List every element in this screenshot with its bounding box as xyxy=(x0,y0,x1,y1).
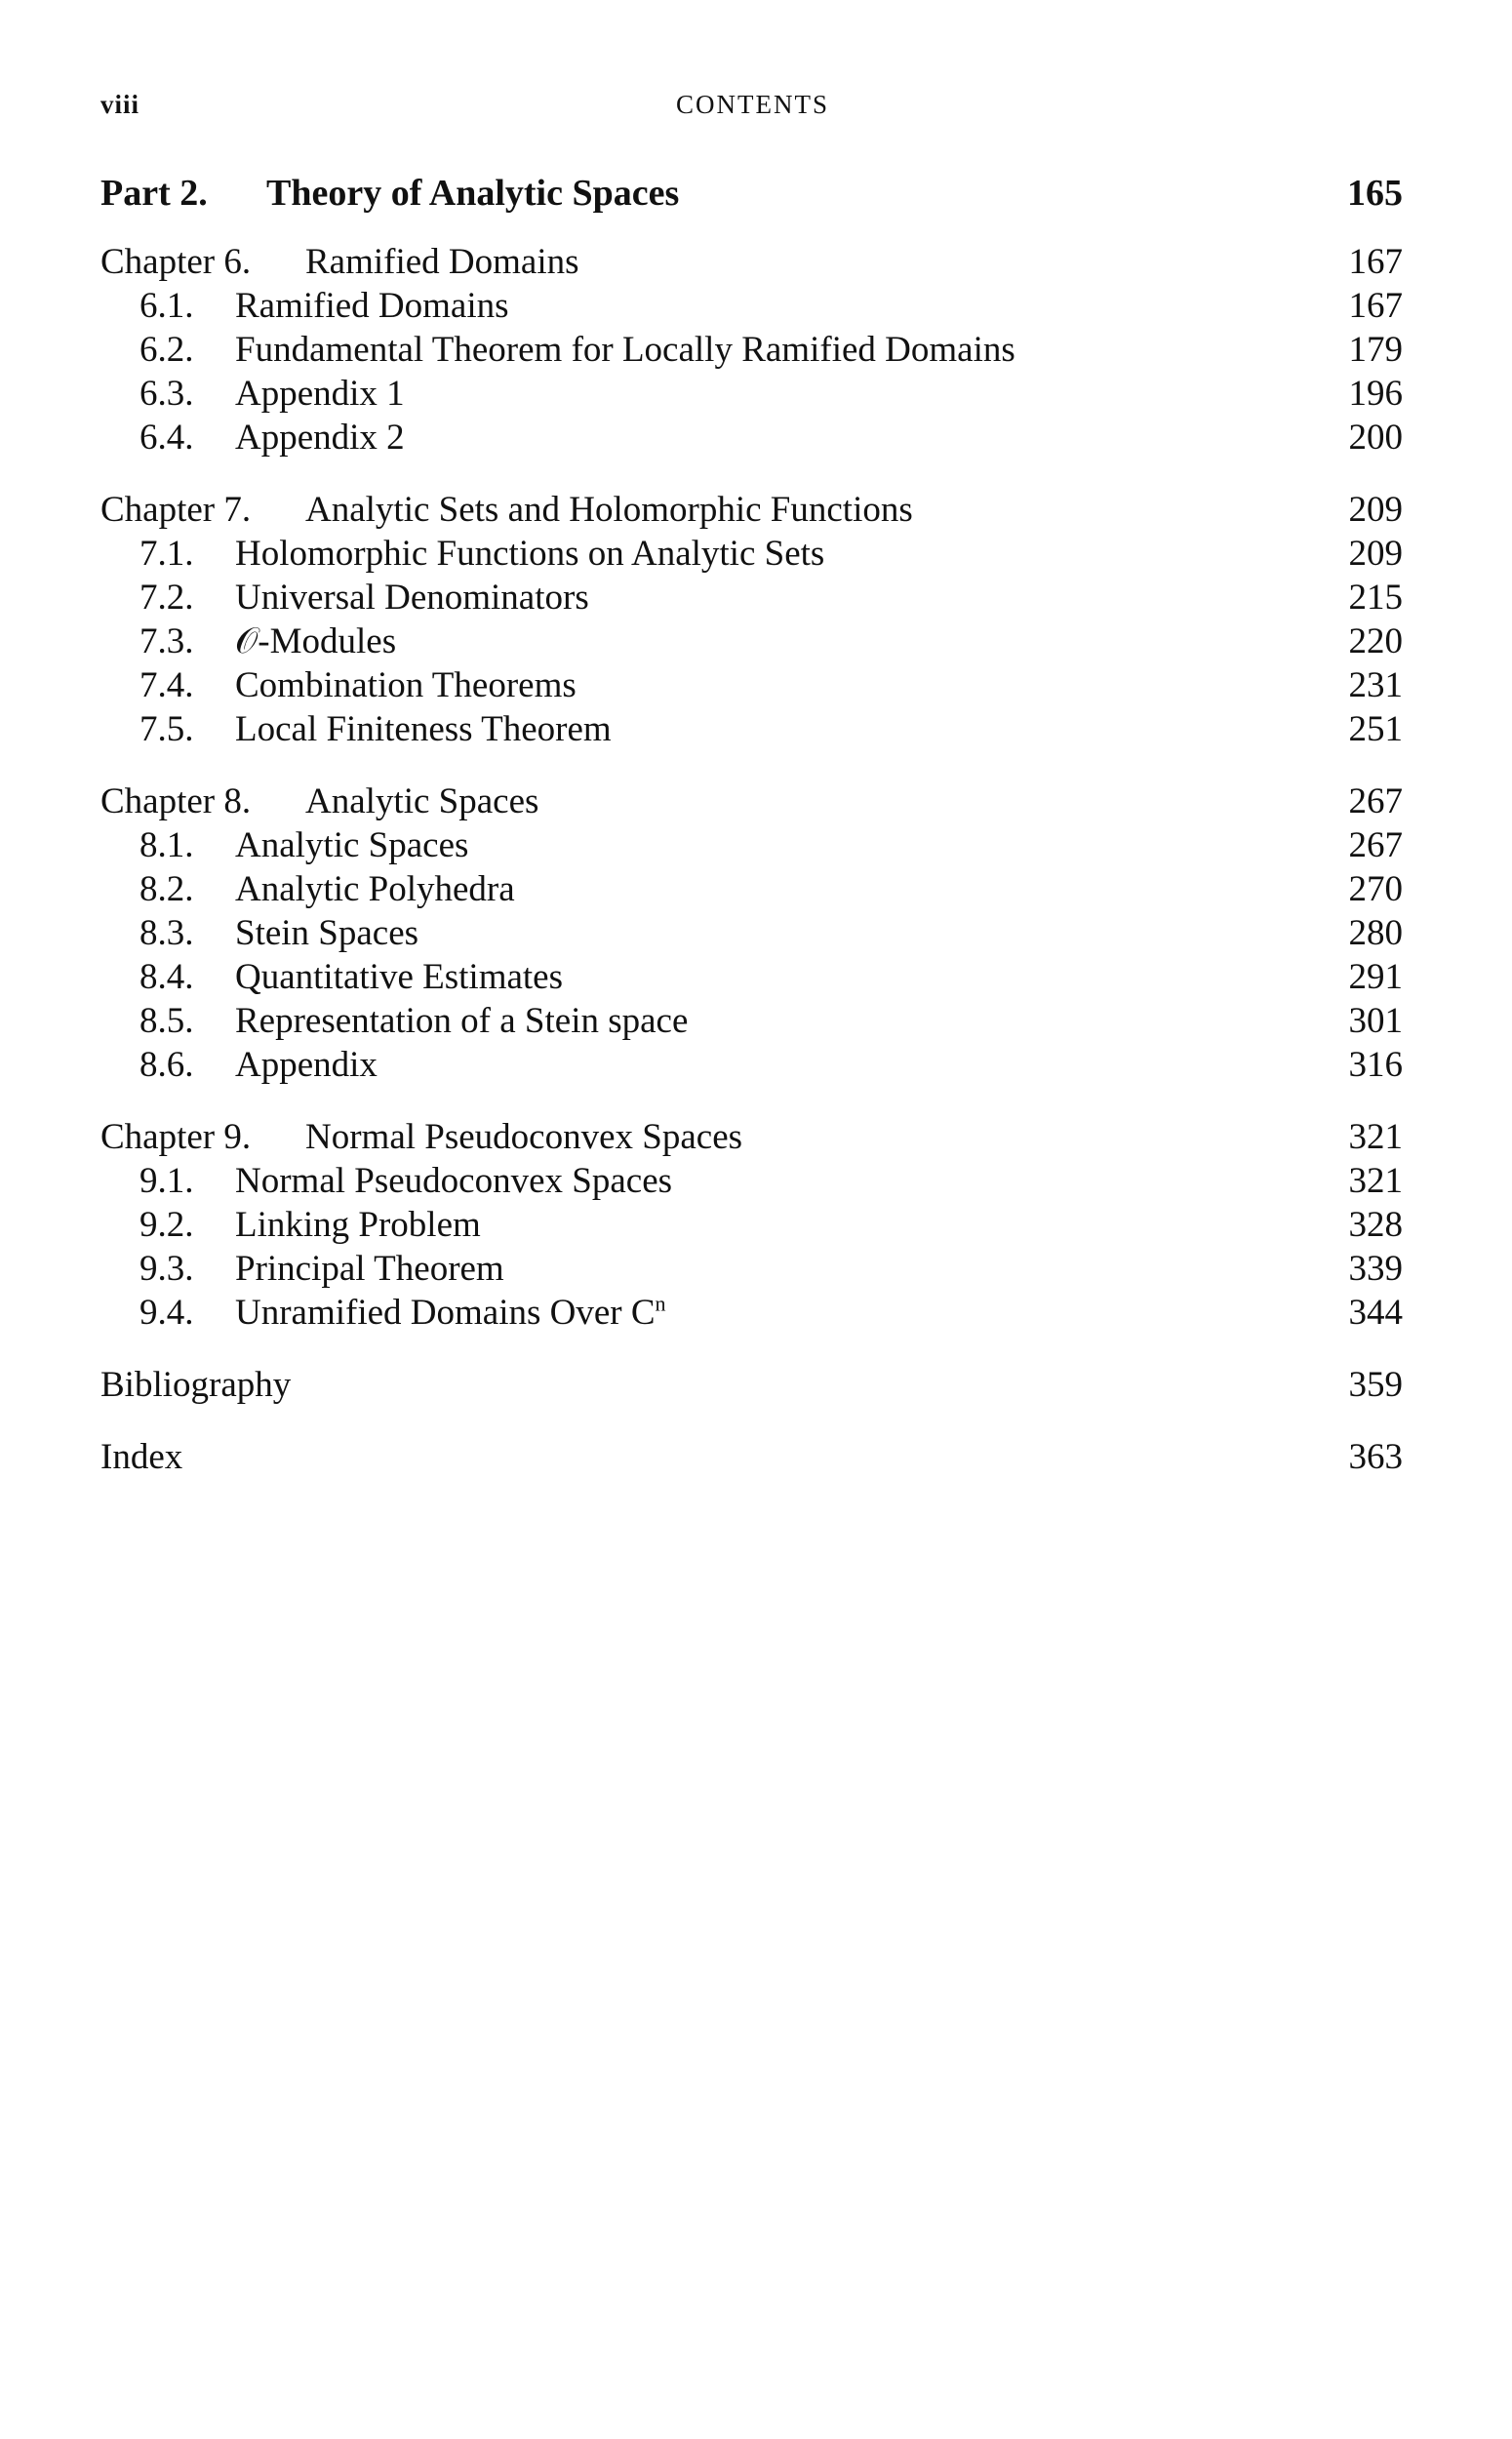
section-title: Ramified Domains xyxy=(235,286,509,326)
section-page: 291 xyxy=(1348,957,1403,997)
section-number: 9.4. xyxy=(139,1293,194,1333)
section-entry[interactable] xyxy=(100,707,1403,751)
section-title: Principal Theorem xyxy=(235,1249,504,1289)
running-head xyxy=(100,90,1403,129)
section-title: Linking Problem xyxy=(235,1205,481,1245)
section-page: 301 xyxy=(1348,1001,1403,1041)
chapter-label: Chapter 8. xyxy=(100,781,252,821)
section-number: 6.3. xyxy=(139,374,194,414)
section-number: 8.1. xyxy=(139,825,194,865)
section-number: 6.4. xyxy=(139,418,194,458)
index-page: 363 xyxy=(1348,1437,1403,1477)
section-number: 8.4. xyxy=(139,957,194,997)
section-number: 9.1. xyxy=(139,1161,194,1201)
section-page: 209 xyxy=(1348,534,1403,574)
section-page: 280 xyxy=(1348,913,1403,953)
section-entry[interactable] xyxy=(100,663,1403,707)
chapter-entry[interactable] xyxy=(100,488,1403,532)
section-page: 231 xyxy=(1348,665,1403,705)
section-page: 328 xyxy=(1348,1205,1403,1245)
section-entry[interactable] xyxy=(100,1159,1403,1203)
section-entry[interactable] xyxy=(100,1203,1403,1247)
section-number: 6.1. xyxy=(139,286,194,326)
section-page: 215 xyxy=(1348,578,1403,618)
section-entry[interactable] xyxy=(100,823,1403,867)
section-title: Quantitative Estimates xyxy=(235,957,563,997)
section-title: Normal Pseudoconvex Spaces xyxy=(235,1161,673,1201)
section-entry[interactable] xyxy=(100,999,1403,1043)
section-page: 339 xyxy=(1348,1249,1403,1289)
section-entry[interactable] xyxy=(100,576,1403,620)
chapter-entry[interactable] xyxy=(100,780,1403,823)
chapter-entry[interactable] xyxy=(100,240,1403,284)
section-number: 8.3. xyxy=(139,913,194,953)
chapter-label: Chapter 9. xyxy=(100,1117,252,1157)
part-page: 165 xyxy=(1347,173,1403,214)
table-of-contents xyxy=(100,168,1403,1479)
section-title: Unramified Domains Over C xyxy=(235,1293,656,1333)
index-entry[interactable] xyxy=(100,1435,1403,1479)
index-title: Index xyxy=(100,1437,183,1477)
chapter-title: Ramified Domains xyxy=(305,242,579,282)
section-title: Combination Theorems xyxy=(235,665,577,705)
chapter-title: Analytic Sets and Holomorphic Functions xyxy=(305,490,913,530)
part-entry[interactable] xyxy=(100,168,1403,219)
section-number: 7.2. xyxy=(139,578,194,618)
section-entry[interactable] xyxy=(100,372,1403,416)
section-title: Representation of a Stein space xyxy=(235,1001,689,1041)
section-number: 7.1. xyxy=(139,534,194,574)
part-label: Part 2. xyxy=(100,173,208,214)
section-title: Analytic Polyhedra xyxy=(235,869,515,909)
section-title: Analytic Spaces xyxy=(235,825,469,865)
section-number: 7.3. xyxy=(139,621,194,661)
section-number: 8.5. xyxy=(139,1001,194,1041)
section-number: 7.5. xyxy=(139,709,194,749)
chapter-label: Chapter 6. xyxy=(100,242,252,282)
chapter-title: Normal Pseudoconvex Spaces xyxy=(305,1117,743,1157)
chapter-page: 167 xyxy=(1348,242,1403,282)
section-page: 344 xyxy=(1348,1293,1403,1333)
section-title: Local Finiteness Theorem xyxy=(235,709,612,749)
section-page: 220 xyxy=(1348,621,1403,661)
section-entry[interactable] xyxy=(100,1247,1403,1291)
section-title: Stein Spaces xyxy=(235,913,419,953)
bibliography-entry[interactable] xyxy=(100,1363,1403,1407)
section-page: 200 xyxy=(1348,418,1403,458)
section-title: Appendix 2 xyxy=(235,418,405,458)
bibliography-title: Bibliography xyxy=(100,1365,292,1405)
section-title: Fundamental Theorem for Locally Ramified Domains xyxy=(235,330,1015,370)
section-page: 196 xyxy=(1348,374,1403,414)
section-page: 267 xyxy=(1348,825,1403,865)
section-entry[interactable] xyxy=(100,955,1403,999)
section-number: 6.2. xyxy=(139,330,194,370)
section-page: 321 xyxy=(1348,1161,1403,1201)
section-number: 9.2. xyxy=(139,1205,194,1245)
section-entry[interactable] xyxy=(100,867,1403,911)
section-page: 167 xyxy=(1348,286,1403,326)
section-number: 8.2. xyxy=(139,869,194,909)
section-number: 8.6. xyxy=(139,1045,194,1085)
section-page: 316 xyxy=(1348,1045,1403,1085)
section-entry[interactable] xyxy=(100,1291,1403,1335)
section-entry[interactable] xyxy=(100,532,1403,576)
chapter-page: 209 xyxy=(1348,490,1403,530)
chapter-label: Chapter 7. xyxy=(100,490,252,530)
section-page: 270 xyxy=(1348,869,1403,909)
section-number: 9.3. xyxy=(139,1249,194,1289)
chapter-entry[interactable] xyxy=(100,1115,1403,1159)
section-page: 251 xyxy=(1348,709,1403,749)
chapter-page: 321 xyxy=(1348,1117,1403,1157)
section-entry[interactable] xyxy=(100,1043,1403,1087)
running-title: CONTENTS xyxy=(676,90,829,119)
section-number: 7.4. xyxy=(139,665,194,705)
chapter-title: Analytic Spaces xyxy=(305,781,539,821)
chapter-page: 267 xyxy=(1348,781,1403,821)
section-entry[interactable] xyxy=(100,911,1403,955)
part-title: Theory of Analytic Spaces xyxy=(266,173,680,214)
section-entry[interactable] xyxy=(100,620,1403,663)
section-entry[interactable] xyxy=(100,416,1403,460)
section-title: Holomorphic Functions on Analytic Sets xyxy=(235,534,825,574)
section-title-superscript: n xyxy=(655,1291,666,1316)
section-title: Universal Denominators xyxy=(235,578,589,618)
page-number: viii xyxy=(100,90,140,119)
bibliography-page: 359 xyxy=(1348,1365,1403,1405)
section-title: Appendix xyxy=(235,1045,378,1085)
section-title: 𝒪-Modules xyxy=(235,621,397,661)
section-entry[interactable] xyxy=(100,284,1403,328)
section-title: Appendix 1 xyxy=(235,374,405,414)
section-page: 179 xyxy=(1348,330,1403,370)
section-entry[interactable] xyxy=(100,328,1403,372)
